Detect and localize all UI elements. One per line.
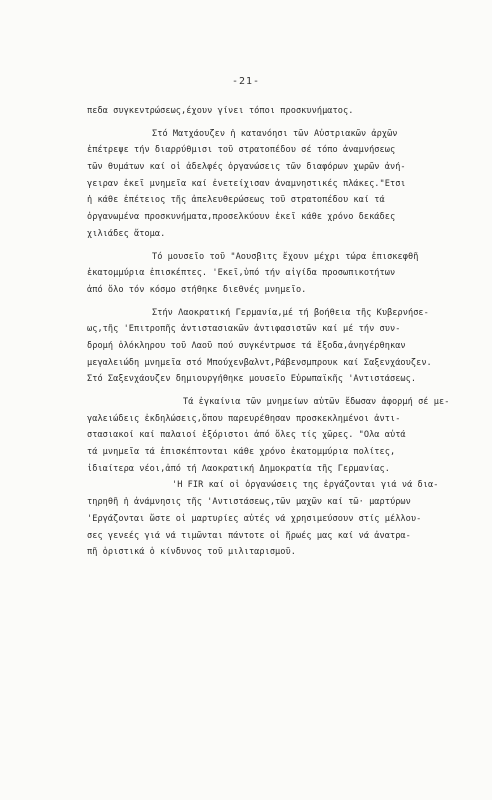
text-line: πῆ ὁριστικά ὁ κίνδυνος τοῦ μιλιταρισμοῦ. — [87, 547, 296, 558]
text-line: Στό Σαξενχάουζεν δημιουργήθηκε μουσεῖο Εὐρωπαϊκῆς 'Αντιστάσεως. — [87, 374, 417, 385]
text-line: στασιακοί καί παλαιοί ἐξόριστοι ἀπό ὅλες τίς χῶρες. "Ολα αὐτά — [87, 430, 406, 441]
text-line: γαλειώδεις ἐκδηλώσεις,ὅπου παρευρέθησαν προσκεκλημένοι ἀντι- — [87, 413, 401, 424]
text-line: τηρηθῆ ἡ ἀνάμνησις τῆς 'Αντιστάσεως,τῶν μαχῶν καί τῶ· μαρτύρων — [87, 497, 411, 508]
text-line: 'Η FIR καί οἱ ὀργανώσεις της ἐργάζονται γιά νά δια- — [172, 480, 439, 491]
text-line: Τά ἐγκαίνια τῶν μνημείων αὐτῶν ἔδωσαν ἀφορμή σέ με- — [183, 397, 450, 407]
page-number: -21- — [231, 76, 261, 87]
text-line: πεδα συγκεντρώσεως,έχουν γίνει τόποι προσκυνήματος. — [87, 106, 354, 116]
text-line: σες γενεές γιά νά τιμῶνται πάντοτε οἱ ἥρωές μας καί νά ἀνατρα- — [87, 530, 411, 541]
text-line: ἡ κάθε ἐπέτειος τῆς ἀπελευθερώσεως τοῦ στρατοπέδου καί τά — [87, 195, 385, 206]
text-line: Στό Ματχάουζεν ἡ κατανόησι τῶν Αὐστριακῶν ἀρχῶν — [152, 128, 398, 139]
text-line: γειραν ἐκεῖ μνημεῖα καί ἐνετείχισαν ἀναμνηστικές πλάκες."Ετσι — [87, 178, 406, 189]
text-line: 'Εργάζονται ὥστε οἱ μαρτυρίες αὐτές νά χρησιμεύσουν στίς μέλλου- — [87, 513, 422, 524]
text-line: δρομή ὁλόκληρου τοῦ Λαοῦ πού συγκέντρωσε τά ἔξοδα,ἀνηγέρθηκαν — [87, 340, 406, 351]
text-line: ἑκατομμύρια ἐπισκέπτες. 'Εκεῖ,ὑπό τήν αἰγίδα προσωπικοτήτων — [87, 268, 396, 279]
text-line: ως,τῆς 'Επιτροπῆς ἀντιστασιακῶν ἀντιφασιστῶν καί μέ τήν συν- — [87, 324, 401, 335]
text-line: μεγαλειώδη μνημεῖα στό Μπούχενβαλντ,Ράβενσμπρουκ καί Σαξενχάουζεν. — [87, 357, 432, 368]
text-line: ἀπό ὅλο τόν κόσμο στήθηκε διεθνές μνημεῖο. — [87, 284, 307, 295]
text-line: Τό μουσεῖο τοῦ "Αουσβιτς ἔχουν μέχρι τώρα ἐπισκεφθῆ — [152, 251, 419, 262]
text-line: Στήν Λαοκρατική Γερμανία,μέ τή βοήθεια τῆς Κυβερνήσε- — [152, 307, 429, 318]
text-line: ἰδιαίτερα νέοι,ἀπό τή Λαοκρατική Δημοκρατία τῆς Γερμανίας. — [87, 463, 390, 474]
body-text — [87, 103, 477, 561]
text-line: τά μνημεῖα τά ἐπισκέπτονται κάθε χρόνο ἑκατομμύρια πολίτες, — [87, 447, 396, 458]
text-line: χιλιάδες ἄτομα. — [87, 228, 166, 239]
text-line: τῶν θυμάτων καί οἱ ἀδελφές ὀργανώσεις τῶν διαφόρων χωρῶν ἀνή- — [87, 162, 406, 173]
text-line: ὀργανωμένα προσκυνήματα,προσελκύουν ἐκεῖ κάθε χρόνο δεκάδες — [87, 212, 396, 223]
text-line: ἐπέτρεψε τήν διαρρύθμισι τοῦ στρατοπέδου σέ τόπο ἀναμνήσεως — [87, 145, 396, 156]
